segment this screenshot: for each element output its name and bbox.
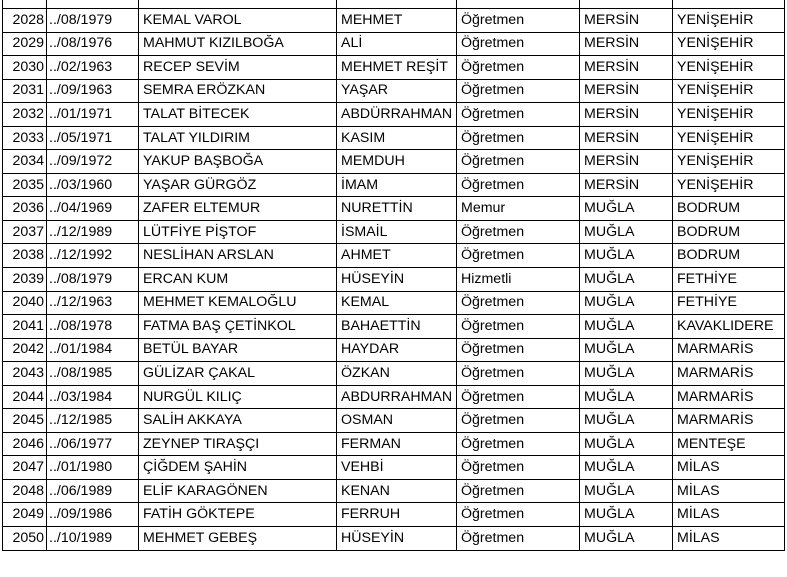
table-row	[3, 79, 785, 103]
province-cell: MERSİN	[580, 9, 673, 33]
row-number-cell: 2042	[3, 338, 47, 362]
province-cell: MERSİN	[580, 32, 673, 56]
date-cell: ../03/1984	[47, 385, 139, 409]
date-cell: ../09/1986	[47, 503, 139, 527]
table-row	[3, 527, 785, 551]
district-cell: FETHİYE	[673, 291, 785, 315]
district-cell: MARMARİS	[673, 338, 785, 362]
occupation-cell: Öğretmen	[457, 173, 580, 197]
district-cell: MİLAS	[673, 503, 785, 527]
table-row	[3, 362, 785, 386]
full-name-cell: RECEP SEVİM	[139, 56, 337, 80]
full-name-cell: MEHMET KEMALOĞLU	[139, 291, 337, 315]
row-number-cell: 2039	[3, 268, 47, 292]
province-cell: MUĞLA	[580, 338, 673, 362]
table-row	[3, 103, 785, 127]
table-row	[3, 409, 785, 433]
full-name-cell: ZAFER ELTEMUR	[139, 197, 337, 221]
district-cell: BODRUM	[673, 197, 785, 221]
full-name-cell: BETÜL BAYAR	[139, 338, 337, 362]
province-cell: MUĞLA	[580, 385, 673, 409]
table-row	[3, 173, 785, 197]
date-cell: ../02/1963	[47, 56, 139, 80]
table-row	[3, 315, 785, 339]
full-name-cell: LÜTFİYE PİŞTOF	[139, 220, 337, 244]
full-name-cell: ZEYNEP TIRAŞÇI	[139, 432, 337, 456]
date-cell: ../01/1971	[47, 103, 139, 127]
district-cell: YENİŞEHİR	[673, 32, 785, 56]
district-cell: BODRUM	[673, 220, 785, 244]
province-cell: MUĞLA	[580, 244, 673, 268]
father-name-cell: MEHMET REŞİT	[337, 56, 457, 80]
full-name-cell: SALİH AKKAYA	[139, 409, 337, 433]
full-name-cell: ELİF KARAGÖNEN	[139, 479, 337, 503]
date-cell: ../08/1979	[47, 268, 139, 292]
occupation-cell: Öğretmen	[457, 291, 580, 315]
table-row	[3, 244, 785, 268]
date-cell: ../05/1971	[47, 126, 139, 150]
occupation-cell: Öğretmen	[457, 338, 580, 362]
full-name-cell: ERCAN KUM	[139, 268, 337, 292]
occupation-cell: Memur	[457, 197, 580, 221]
father-name-cell: HAYDAR	[337, 338, 457, 362]
table-row	[3, 126, 785, 150]
full-name-cell: ÇİĞDEM ŞAHİN	[139, 456, 337, 480]
district-cell: MİLAS	[673, 479, 785, 503]
row-number-cell: 2031	[3, 79, 47, 103]
date-cell: ../08/1985	[47, 362, 139, 386]
table-row	[3, 9, 785, 33]
row-number-cell: 2037	[3, 220, 47, 244]
occupation-cell: Öğretmen	[457, 503, 580, 527]
date-cell: ../10/1989	[47, 527, 139, 551]
row-number-cell: 2050	[3, 527, 47, 551]
father-name-cell: HÜSEYİN	[337, 527, 457, 551]
occupation-cell: Öğretmen	[457, 220, 580, 244]
table-row	[3, 338, 785, 362]
district-cell: MENTEŞE	[673, 432, 785, 456]
table-row	[3, 150, 785, 174]
table-row	[3, 456, 785, 480]
table-row	[3, 197, 785, 221]
full-name-cell: MAHMUT KIZILBOĞA	[139, 32, 337, 56]
table-row	[3, 385, 785, 409]
father-name-cell: AHMET	[337, 244, 457, 268]
full-name-cell: NESLİHAN ARSLAN	[139, 244, 337, 268]
full-name-cell: SEMRA ERÖZKAN	[139, 79, 337, 103]
table-row	[3, 56, 785, 80]
district-cell: YENİŞEHİR	[673, 126, 785, 150]
full-name-cell: MEHMET GEBEŞ	[139, 527, 337, 551]
province-cell: MERSİN	[580, 56, 673, 80]
row-number-cell: 2036	[3, 197, 47, 221]
district-cell: MARMARİS	[673, 362, 785, 386]
date-cell: ../06/1977	[47, 432, 139, 456]
occupation-cell: Öğretmen	[457, 409, 580, 433]
province-cell: MUĞLA	[580, 409, 673, 433]
table-row	[3, 479, 785, 503]
occupation-cell: Öğretmen	[457, 9, 580, 33]
date-cell: ../01/1980	[47, 456, 139, 480]
row-number-cell: 2040	[3, 291, 47, 315]
province-cell: MUĞLA	[580, 527, 673, 551]
province-cell: MUĞLA	[580, 479, 673, 503]
date-cell: ../09/1963	[47, 79, 139, 103]
table-row	[3, 220, 785, 244]
occupation-cell: Öğretmen	[457, 432, 580, 456]
row-number-cell: 2047	[3, 456, 47, 480]
row-number-cell: 2041	[3, 315, 47, 339]
table-row	[3, 291, 785, 315]
father-name-cell: ALİ	[337, 32, 457, 56]
row-number-cell: 2032	[3, 103, 47, 127]
province-cell: MUĞLA	[580, 456, 673, 480]
row-number-cell: 2038	[3, 244, 47, 268]
row-number-cell: 2043	[3, 362, 47, 386]
date-cell: ../08/1978	[47, 315, 139, 339]
district-cell: FETHİYE	[673, 268, 785, 292]
occupation-cell: Hizmetli	[457, 268, 580, 292]
province-cell: MUĞLA	[580, 432, 673, 456]
date-cell: ../12/1989	[47, 220, 139, 244]
district-cell: MARMARİS	[673, 385, 785, 409]
row-number-cell: 2035	[3, 173, 47, 197]
father-name-cell: KENAN	[337, 479, 457, 503]
date-cell: ../12/1992	[47, 244, 139, 268]
province-cell: MUĞLA	[580, 503, 673, 527]
table-row-partial	[3, 0, 785, 9]
row-number-cell: 2044	[3, 385, 47, 409]
father-name-cell: KASIM	[337, 126, 457, 150]
full-name-cell: TALAT BİTECEK	[139, 103, 337, 127]
full-name-cell: GÜLİZAR ÇAKAL	[139, 362, 337, 386]
province-cell: MERSİN	[580, 79, 673, 103]
father-name-cell: FERMAN	[337, 432, 457, 456]
table-row	[3, 503, 785, 527]
full-name-cell: KEMAL VAROL	[139, 9, 337, 33]
date-cell: ../09/1972	[47, 150, 139, 174]
district-cell: MİLAS	[673, 527, 785, 551]
father-name-cell: OSMAN	[337, 409, 457, 433]
district-cell: KAVAKLIDERE	[673, 315, 785, 339]
province-cell: MUĞLA	[580, 220, 673, 244]
occupation-cell: Öğretmen	[457, 150, 580, 174]
occupation-cell: Öğretmen	[457, 479, 580, 503]
full-name-cell: FATİH GÖKTEPE	[139, 503, 337, 527]
province-cell: MERSİN	[580, 150, 673, 174]
table-row	[3, 432, 785, 456]
father-name-cell: BAHAETTİN	[337, 315, 457, 339]
district-cell: YENİŞEHİR	[673, 173, 785, 197]
occupation-cell: Öğretmen	[457, 126, 580, 150]
occupation-cell: Öğretmen	[457, 527, 580, 551]
full-name-cell: TALAT YILDIRIM	[139, 126, 337, 150]
date-cell: ../06/1989	[47, 479, 139, 503]
table-body	[3, 9, 785, 551]
father-name-cell: İMAM	[337, 173, 457, 197]
province-cell: MUĞLA	[580, 315, 673, 339]
full-name-cell: NURGÜL KILIÇ	[139, 385, 337, 409]
province-cell: MERSİN	[580, 103, 673, 127]
occupation-cell: Öğretmen	[457, 385, 580, 409]
district-cell: YENİŞEHİR	[673, 9, 785, 33]
row-number-cell: 2034	[3, 150, 47, 174]
records-table	[2, 0, 785, 551]
table-row	[3, 268, 785, 292]
province-cell: MUĞLA	[580, 268, 673, 292]
occupation-cell: Öğretmen	[457, 456, 580, 480]
father-name-cell: FERRUH	[337, 503, 457, 527]
occupation-cell: Öğretmen	[457, 103, 580, 127]
father-name-cell: YAŞAR	[337, 79, 457, 103]
district-cell: MARMARİS	[673, 409, 785, 433]
occupation-cell: Öğretmen	[457, 244, 580, 268]
row-number-cell: 2033	[3, 126, 47, 150]
father-name-cell: ÖZKAN	[337, 362, 457, 386]
occupation-cell: Öğretmen	[457, 32, 580, 56]
date-cell: ../08/1976	[47, 32, 139, 56]
row-number-cell: 2048	[3, 479, 47, 503]
occupation-cell: Öğretmen	[457, 56, 580, 80]
district-cell: YENİŞEHİR	[673, 79, 785, 103]
father-name-cell: NURETTİN	[337, 197, 457, 221]
district-cell: YENİŞEHİR	[673, 56, 785, 80]
row-number-cell: 2029	[3, 32, 47, 56]
row-number-cell: 2030	[3, 56, 47, 80]
province-cell: MUĞLA	[580, 291, 673, 315]
province-cell: MUĞLA	[580, 362, 673, 386]
father-name-cell: ABDURRAHMAN	[337, 385, 457, 409]
date-cell: ../08/1979	[47, 9, 139, 33]
father-name-cell: MEMDUH	[337, 150, 457, 174]
row-number-cell: 2046	[3, 432, 47, 456]
full-name-cell: FATMA BAŞ ÇETİNKOL	[139, 315, 337, 339]
father-name-cell: ABDÜRRAHMAN	[337, 103, 457, 127]
row-number-cell: 2045	[3, 409, 47, 433]
date-cell: ../04/1969	[47, 197, 139, 221]
row-number-cell: 2049	[3, 503, 47, 527]
district-cell: MİLAS	[673, 456, 785, 480]
father-name-cell: MEHMET	[337, 9, 457, 33]
district-cell: YENİŞEHİR	[673, 103, 785, 127]
date-cell: ../12/1985	[47, 409, 139, 433]
father-name-cell: VEHBİ	[337, 456, 457, 480]
father-name-cell: KEMAL	[337, 291, 457, 315]
province-cell: MERSİN	[580, 173, 673, 197]
occupation-cell: Öğretmen	[457, 315, 580, 339]
full-name-cell: YAKUP BAŞBOĞA	[139, 150, 337, 174]
date-cell: ../01/1984	[47, 338, 139, 362]
province-cell: MUĞLA	[580, 197, 673, 221]
father-name-cell: HÜSEYİN	[337, 268, 457, 292]
district-cell: YENİŞEHİR	[673, 150, 785, 174]
occupation-cell: Öğretmen	[457, 362, 580, 386]
date-cell: ../12/1963	[47, 291, 139, 315]
occupation-cell: Öğretmen	[457, 79, 580, 103]
province-cell: MERSİN	[580, 126, 673, 150]
date-cell: ../03/1960	[47, 173, 139, 197]
row-number-cell: 2028	[3, 9, 47, 33]
table-row	[3, 32, 785, 56]
full-name-cell: YAŞAR GÜRGÖZ	[139, 173, 337, 197]
district-cell: BODRUM	[673, 244, 785, 268]
father-name-cell: İSMAİL	[337, 220, 457, 244]
